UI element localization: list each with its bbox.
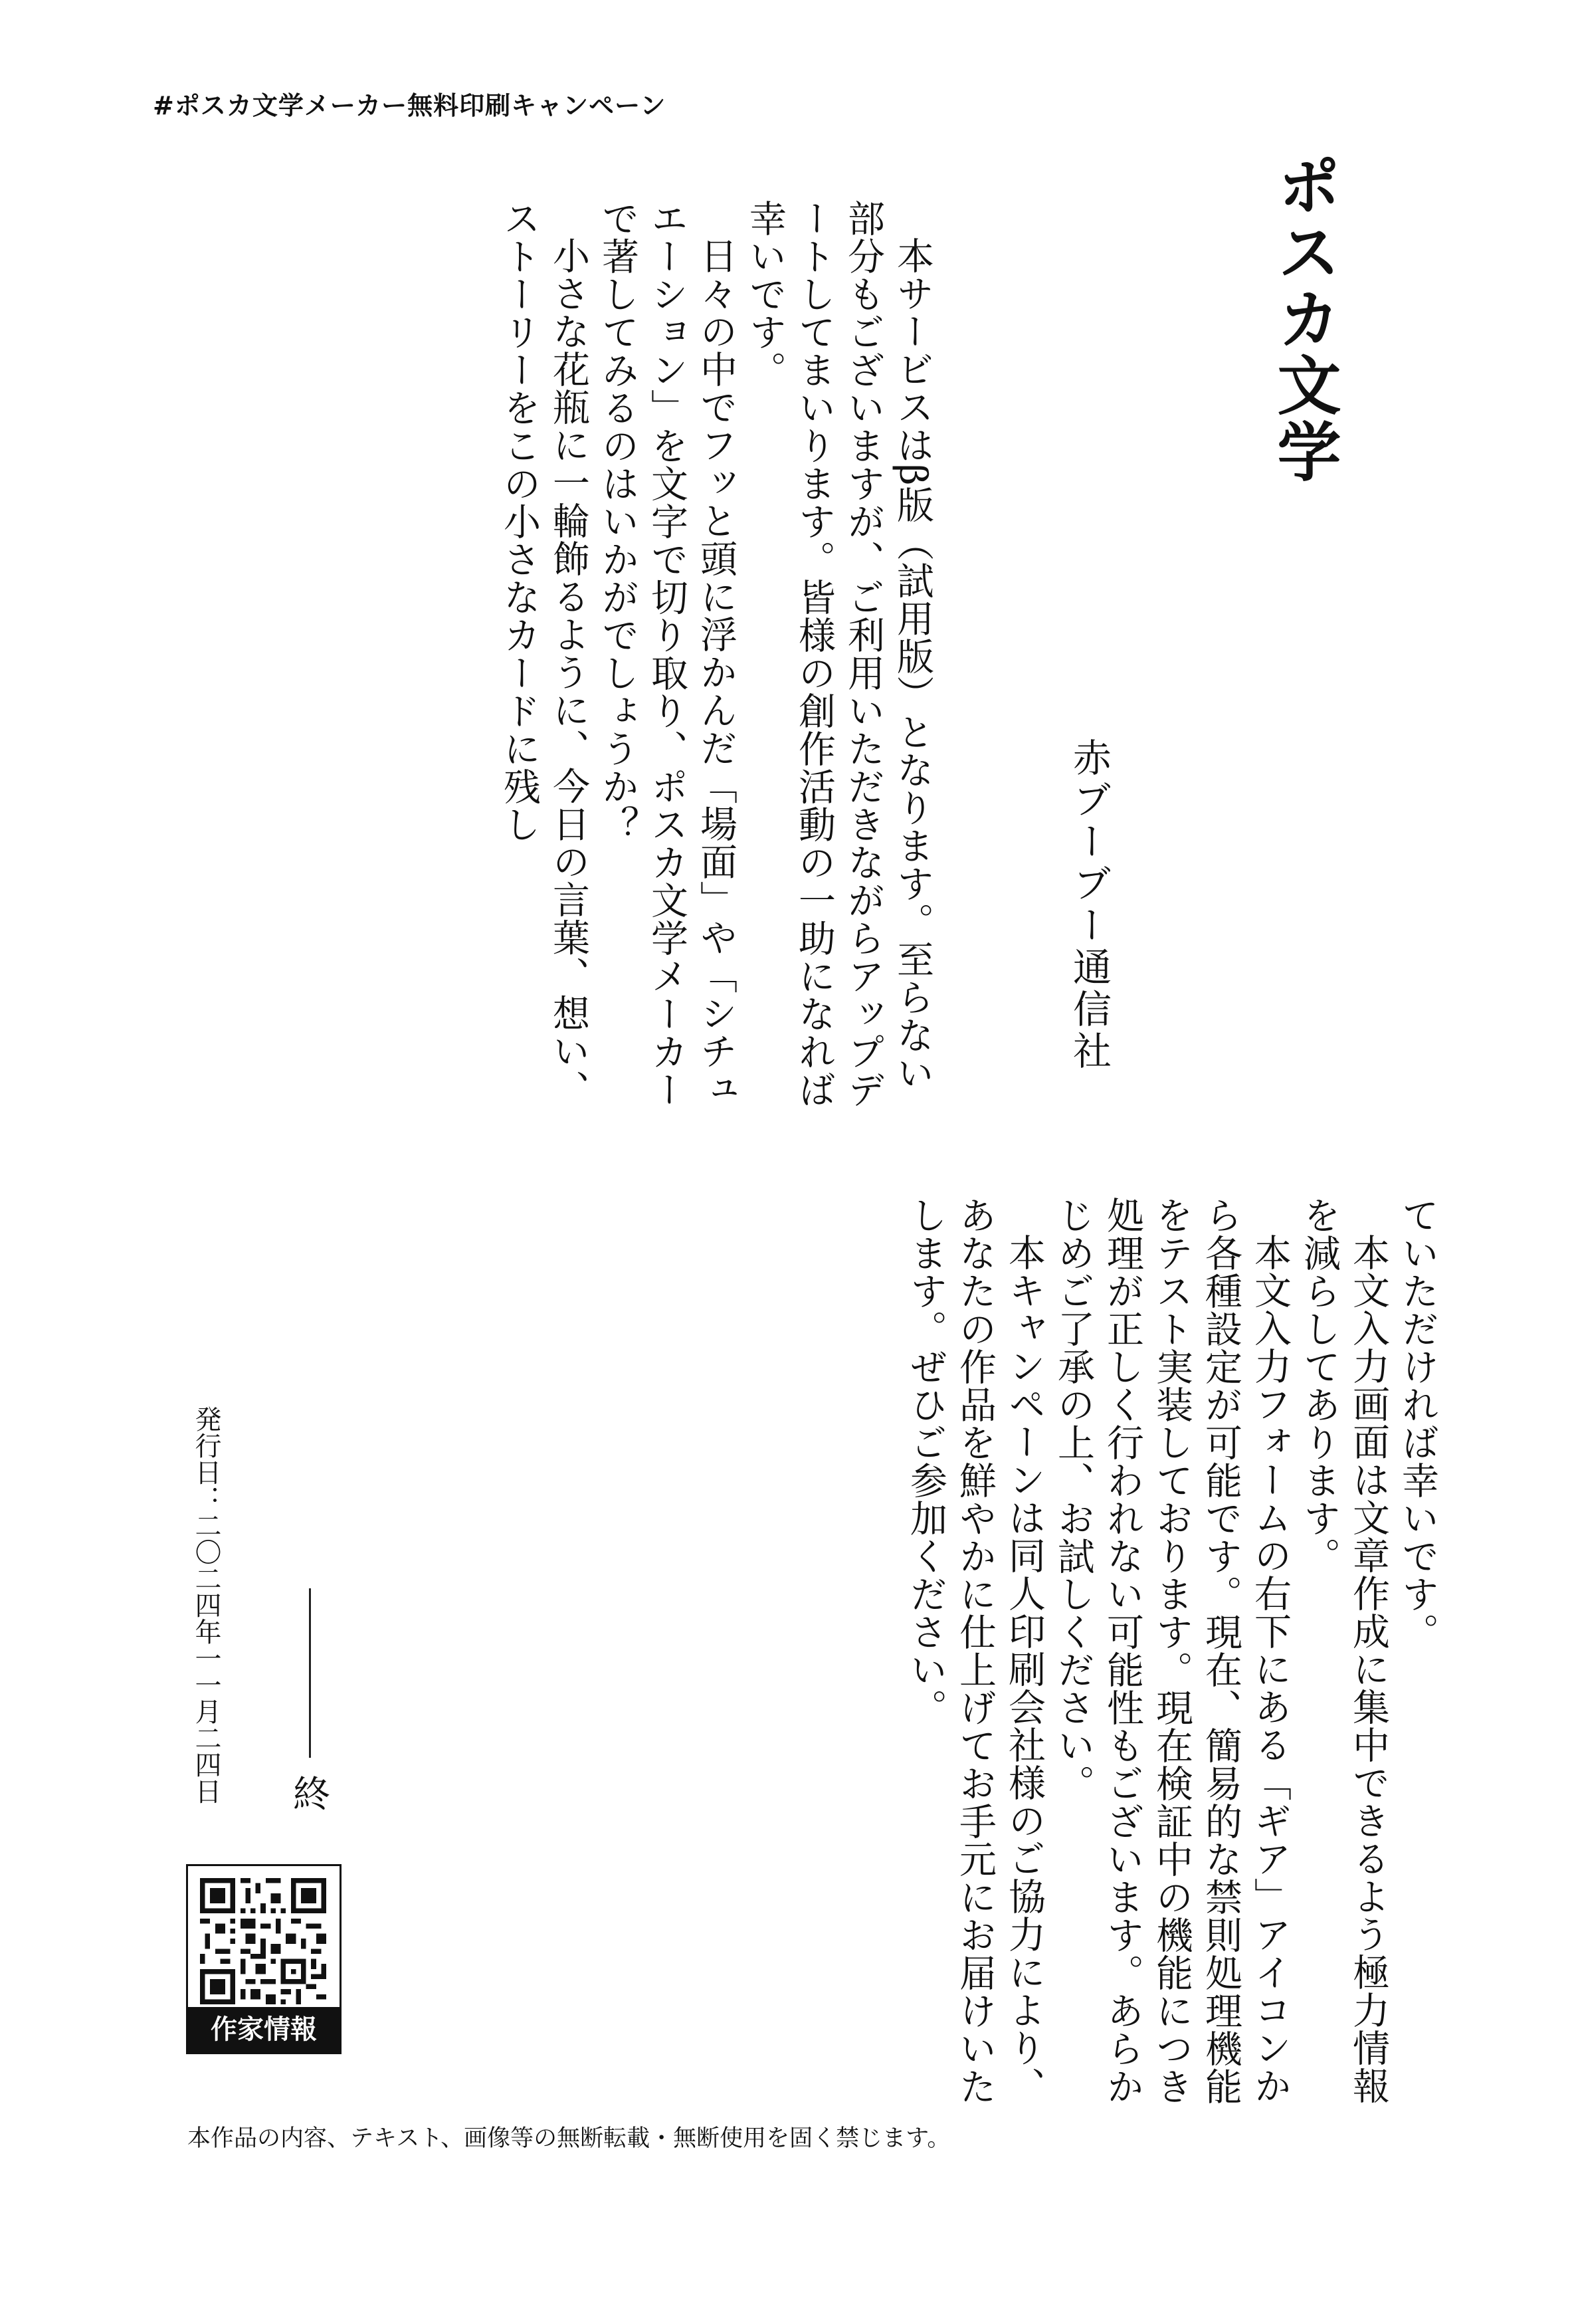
end-divider: [309, 1588, 311, 1758]
paragraph: 日々の中でフッと頭に浮かんだ「場面」や「シチュエーション」を文字で切り取り、ポスカ文学メーカーで著してみるのはいかがでしょうか？: [596, 199, 737, 1109]
author-info-label: 作家情報: [188, 2007, 340, 2052]
page-title: ポスカ文学: [1267, 153, 1341, 485]
author-info-card[interactable]: [186, 1864, 342, 2054]
paragraph: 本サービスはβ版（試用版）となります。至らない部分もございますが、ご利用いただきながらアップデートしてまいります。皆様の創作活動の一助になれば幸いです。: [743, 199, 934, 1109]
paragraph: ていただければ幸いです。: [1396, 1196, 1439, 1651]
paragraph: 小さな花瓶に一輪飾るように、今日の言葉、想い、ストーリーをこの小さなカードに残し: [498, 199, 590, 1108]
campaign-hashtag: #ポスカ文学メーカー無料印刷キャンペーン: [153, 91, 666, 120]
paragraph: 本文入力画面は文章作成に集中できるよう極力情報を減らしてあります。: [1298, 1196, 1390, 2105]
paragraph: 本文入力フォームの右下にある「ギア」アイコンから各種設定が可能です。現在、簡易的な禁則処理機能をテスト実装しております。現在検証中の機能につき処理が正しく行われない可能性もございます。あらかじめご了承の上、お試しください。: [1052, 1196, 1292, 2105]
body-text-lower: [392, 1196, 1442, 2133]
copyright-notice: 本作品の内容、テキスト、画像等の無断転載・無断使用を固く禁じます。: [187, 2125, 951, 2152]
issue-date: 発行日：二〇二四年一一月二四日: [191, 1406, 221, 1804]
qr-code-icon[interactable]: [200, 1878, 326, 2004]
author-name: 赤ブーブー通信社: [1066, 738, 1112, 1073]
paragraph: 本キャンペーンは同人印刷会社様のご協力により、あなたの作品を鮮やかに仕上げてお手元にお届けいたします。ぜひご参加ください。: [904, 1196, 1046, 2105]
end-mark: 終: [287, 1774, 330, 1812]
body-text-upper: [206, 199, 937, 1130]
